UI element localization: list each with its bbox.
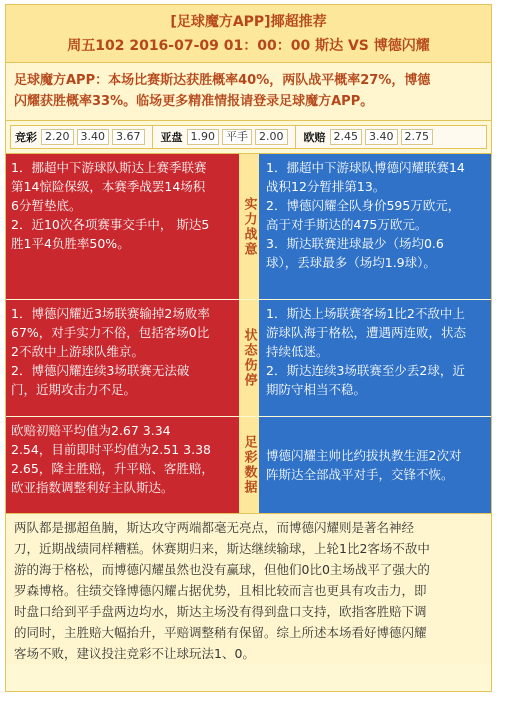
odds-jingcai [11, 126, 148, 148]
summary-line: 时盘口给到平手盘两边均水，斯达主场没有得到盘口支持，欧指客胜赔下调 [14, 604, 427, 619]
summary-line: 刀，近期战绩同样糟糕。休赛期归来，斯达继续输球，上轮1比2客场不敌中 [14, 541, 430, 556]
home-analysis [6, 300, 239, 416]
summary-line: 游的海于格松，而博德闪耀虽然也没有赢球，但他们0比0主场战平了强大的 [14, 562, 430, 577]
summary-line: 两队都是挪超鱼腩，斯达攻守两端都毫无亮点，而博德闪耀则是著名神经 [14, 520, 415, 535]
analysis-line: 胜1平4负胜率50%。 [11, 236, 130, 251]
analysis-line: 球），丢球最多（场均1.9球）。 [266, 255, 436, 270]
analysis-line: 第14惊险保级，本赛季战罢14场积 [11, 179, 206, 194]
analysis-line: 门，近期攻击力不足。 [11, 382, 137, 397]
analysis-line: 6分暂垫底。 [11, 198, 82, 213]
odds-value: 3.40 [365, 129, 398, 145]
summary-line: 的同时，主胜赔大幅抬升，平赔调整稍有保留。综上所述本场看好博德闪耀 [14, 625, 427, 640]
analysis-line: 1．挪超中下游球队斯达上赛季联赛 [11, 160, 207, 175]
section-label: 足彩数据 [239, 417, 259, 513]
analysis-line: 1．斯达上场联赛客场1比2不敌中上 [266, 306, 465, 321]
odds-asia [157, 126, 291, 148]
analysis-line: 2不敌中上游球队维京。 [11, 344, 144, 359]
odds-label: 竞彩 [15, 131, 37, 144]
analysis-line: 游球队海于格松，遭遇两连败，状态 [266, 325, 467, 340]
odds-value: 3.40 [77, 129, 110, 145]
odds-label: 亚盘 [160, 131, 183, 144]
odds-analysis [6, 417, 239, 513]
divider [152, 126, 153, 148]
summary-line: 罗森博格。往绩交锋博德闪耀占据优势，且相比较而言也更具有攻击力，即 [14, 583, 427, 598]
analysis-line: 1．挪超中下游球队博德闪耀联赛14 [266, 160, 465, 175]
away-analysis [259, 300, 491, 416]
analysis-line: 高于对手斯达的475万欧元。 [266, 217, 428, 232]
odds-value: 2.20 [41, 129, 74, 145]
article-card [5, 4, 492, 692]
summary-text [6, 513, 491, 664]
analysis-line: 67%，对手实力不俗，包括客场0比 [11, 325, 210, 340]
analysis-line: 2．近10次各项赛事交手中， 斯达5 [11, 217, 210, 232]
analysis-line: 2.54，目前即时平均值为2.51 3.38 [11, 442, 211, 457]
analysis-line: 期防守相当不稳。 [266, 382, 367, 397]
analysis-line: 3．斯达联赛进球最少（场均0.6 [266, 236, 444, 251]
odds-bar [10, 125, 487, 149]
analysis-line: 2．博德闪耀全队身价595万欧元， [266, 198, 461, 213]
page-title: [足球魔方APP]揶超推荐 [170, 14, 327, 30]
analysis-line: 持续低迷。 [266, 344, 329, 359]
analysis-line: 博德闪耀主帅比约拔执教生涯2次对 [266, 448, 462, 463]
analysis-line: 战积12分暂排第13。 [266, 179, 386, 194]
away-analysis [259, 154, 491, 299]
history-analysis [259, 417, 491, 513]
section-label: 实力战意 [239, 154, 259, 299]
analysis-line: 2.65，降主胜赔，升平赔、客胜赔， [11, 461, 214, 476]
intro-line: 闪耀获胜概率33%。临场更多精准情报请登录足球魔方APP。 [14, 94, 374, 109]
analysis-line: 欧亚指数调整利好主队斯达。 [11, 480, 174, 495]
analysis-line: 1．博德闪耀近3场联赛输掉2场败率 [11, 306, 210, 321]
odds-value: 平手 [222, 129, 252, 145]
home-analysis [6, 154, 239, 299]
odds-value: 2.00 [255, 129, 288, 145]
intro-line: 足球魔方APP：本场比赛斯达获胜概率40%，两队战平概率27%，博德 [14, 73, 431, 88]
section-form [6, 299, 491, 416]
section-label: 状态伤停 [239, 300, 259, 416]
analysis-line: 阵斯达全部战平对手，交锋不恢。 [266, 467, 454, 482]
divider [295, 126, 296, 148]
probability-intro [6, 63, 491, 121]
odds-value: 1.90 [187, 129, 220, 145]
section-lottery-data [6, 416, 491, 513]
match-info: 周五102 2016-07-09 01：00：00 斯达 VS 博德闪耀 [67, 38, 430, 54]
odds-euro [300, 126, 437, 148]
odds-value: 2.45 [330, 129, 363, 145]
section-strength [6, 153, 491, 299]
header [6, 5, 491, 63]
odds-value: 2.75 [401, 129, 434, 145]
odds-label: 欧赔 [303, 131, 326, 144]
analysis-line: 2．博德闪耀连续3场联赛无法破 [11, 363, 190, 378]
summary-line: 客场不败，建议投注竞彩不让球玩法1、0。 [14, 646, 255, 661]
odds-value: 3.67 [112, 129, 145, 145]
analysis-line: 2．斯达连续3场联赛至少丢2球，近 [266, 363, 465, 378]
analysis-line: 欧赔初赔平均值为2.67 3.34 [11, 423, 171, 438]
